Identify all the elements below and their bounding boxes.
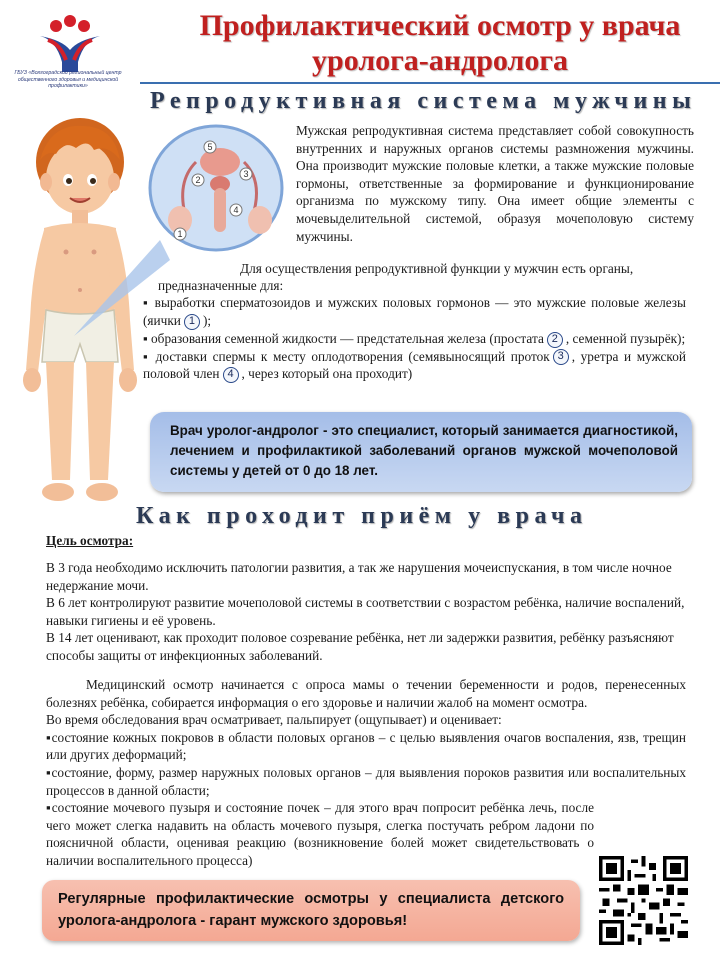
title-line-2: уролога-андролога [312, 44, 568, 77]
footer-slogan-box: Регулярные профилактические осмотры у специалиста детского уролога-андролога - гарант мужского здоровья! [42, 880, 580, 941]
organs-list [143, 294, 686, 383]
goals-list [46, 559, 686, 665]
logo-caption: ГБУЗ «Волгоградский региональный центр общественного здоровья и медицинской профилактики» [14, 70, 122, 89]
organization-logo [10, 10, 130, 105]
marker-3: 3 [553, 349, 569, 365]
section-heading-appointment: Как проходит приём у врача [136, 503, 588, 529]
goal-title: Цель осмотра: [46, 533, 134, 548]
list-item: ▪ выработки сперматозоидов и мужских половых гормонов — это мужские половые железы (яички 1 ); [143, 295, 686, 328]
doctor-definition-box: Врач уролог-андролог - это специалист, который занимается диагностикой, лечением и профилактикой заболеваний органов мужской мочеполовой системы у детей от 0 до 18 лет. [150, 412, 692, 492]
exam-description [46, 676, 686, 870]
goal-age-3: В 3 года необходимо исключить патологии развития, а так же нарушения мочеиспускания, в том числе ночное недержание мочи. [46, 560, 672, 593]
exam-item: ▪состояние, форму, размер наружных половых органов – для выявления пороков развития или воспалительных процессов в данной области; [46, 764, 686, 798]
list-item: ▪ доставки спермы к месту оплодотворения (семявыносящий проток 3 , уретра и мужской половой член 4 , через который она проходит) [143, 348, 686, 382]
exam-lead: Во время обследования врач осматривает, пальпирует (ощупывает) и оценивает: [46, 712, 502, 728]
section-heading-reproductive: Репродуктивная система мужчины [150, 88, 697, 114]
diagram-label-4: 4 [233, 205, 239, 215]
exam-item: ▪состояние мочевого пузыря и состояние почек – для этого врач попросит ребёнка лечь, после чего может слегка надавить на область мочевого пузыря, слегка постучать ребром ладони по поясничной области, оценивая реакцию (возникновение болей может свидетельствовать о наличии воспалительного процесса) [46, 800, 594, 868]
diagram-label-1: 1 [177, 229, 183, 239]
qr-code[interactable] [599, 856, 688, 945]
reproductive-intro-text: Мужская репродуктивная система представляет собой совокупность внутренних и наружных органов системы размножения мужчины. Она производит мужские половые клетки, а также мужские половые гормоны, ответственные за формирование и функционирование организма по мужскому типу. Она имеет общие элементы с мочевыделительной системой, образуя мочеполовую систему мужчины. [296, 123, 694, 244]
exam-item: ▪состояние кожных покровов в области половых органов – с целью выявления очагов воспаления, язв, трещин или других деформаций; [46, 729, 686, 763]
diagram-label-2: 2 [195, 175, 201, 185]
list-item: ▪ образования семенной жидкости — предстательная железа (простата 2 , семенной пузырёк); [143, 330, 686, 346]
goal-age-14: В 14 лет оценивают, как проходит половое созревание ребёнка, нет ли задержки развития, ребёнку разъясняют способы защиты от инфекционных заболеваний. [46, 630, 674, 663]
title-divider [140, 82, 720, 84]
anatomy-diagram [136, 122, 286, 257]
marker-1: 1 [184, 314, 200, 330]
organs-lead-text: Для осуществления репродуктивной функции у мужчин есть органы, [240, 261, 634, 276]
marker-2: 2 [547, 332, 563, 348]
goal-age-6: В 6 лет контролируют развитие мочеполовой системы в соответствии с возрастом ребёнка, наличие воспалений, навыки гигиены и её уровень. [46, 595, 685, 628]
diagram-label-3: 3 [243, 169, 249, 179]
page-title [170, 8, 710, 78]
title-line-1: Профилактический осмотр у врача [199, 9, 681, 42]
diagram-label-5: 5 [207, 142, 213, 152]
marker-4: 4 [223, 367, 239, 383]
exam-intro: Медицинский осмотр начинается с опроса мамы о течении беременности и родов, перенесенных болезнях ребёнка, собирается информация о его здоровье и наличии жалоб на момент осмотра. [46, 677, 686, 710]
organs-lead-text-2: предназначенные для: [158, 278, 284, 293]
